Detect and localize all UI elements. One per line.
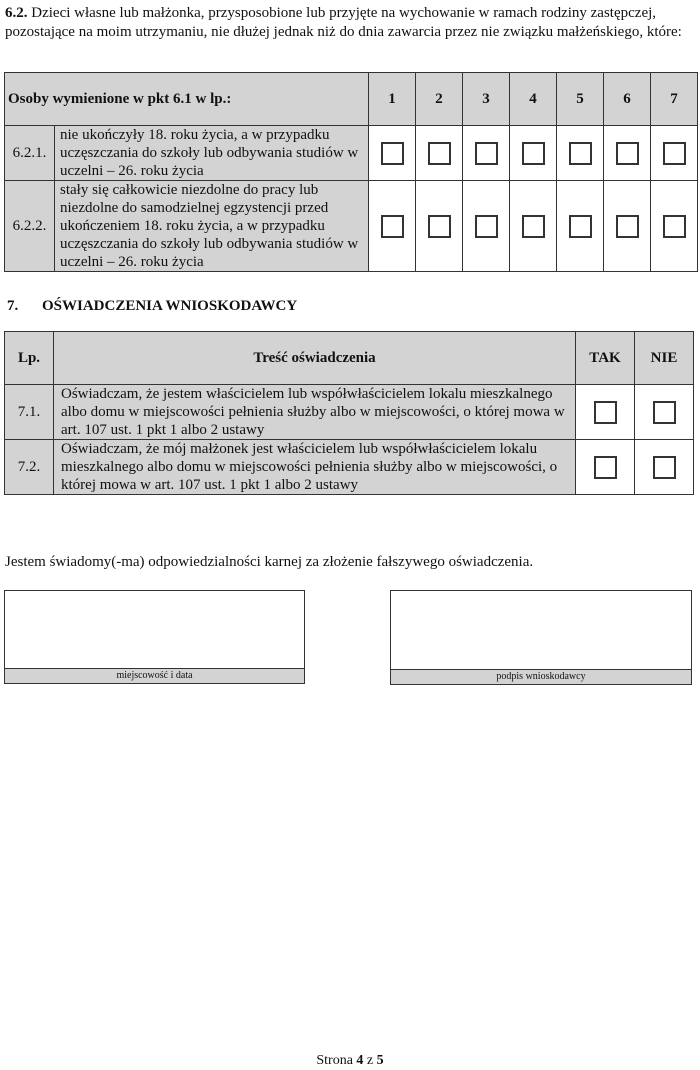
checkbox-6-2-1-person-7[interactable] xyxy=(663,142,686,165)
checkbox-7-1-nie[interactable] xyxy=(653,401,676,424)
declaration-text: Oświadczam, że jestem właścicielem lub współwłaścicielem lokalu mieszkalnego albo domu w miejscowości pełnienia służby albo w miejscowości, o której mowa w art. 107 ust. 1 pkt 1 albo 2 ustawy xyxy=(54,385,576,440)
children-table-header xyxy=(5,73,698,126)
checkbox-6-2-2-person-3[interactable] xyxy=(475,215,498,238)
signature-caption: podpis wnioskodawcy xyxy=(391,669,691,684)
place-date-field[interactable] xyxy=(5,591,304,669)
current-page: 4 xyxy=(356,1053,364,1068)
table-row xyxy=(5,181,698,272)
section-7-number: 7. xyxy=(7,298,19,314)
column-header-2: 2 xyxy=(416,73,463,126)
header-no: NIE xyxy=(635,332,694,385)
table-row xyxy=(5,126,698,181)
column-header-7: 7 xyxy=(651,73,698,126)
column-header-6: 6 xyxy=(604,73,651,126)
row-number: 7.1. xyxy=(5,385,54,440)
section-6-2-intro xyxy=(5,4,695,42)
checkbox-6-2-2-person-7[interactable] xyxy=(663,215,686,238)
checkbox-6-2-1-person-2[interactable] xyxy=(428,142,451,165)
declarations-table xyxy=(4,331,694,495)
place-date-box xyxy=(4,590,305,684)
checkbox-6-2-2-person-4[interactable] xyxy=(522,215,545,238)
section-7-title: OŚWIADCZENIA WNIOSKODAWCY xyxy=(42,298,298,314)
liability-statement: Jestem świadomy(-ma) odpowiedzialności karnej za złożenie fałszywego oświadczenia. xyxy=(5,554,534,570)
header-content: Treść oświadczenia xyxy=(54,332,576,385)
column-header-5: 5 xyxy=(557,73,604,126)
place-date-caption: miejscowość i data xyxy=(5,668,304,683)
checkbox-7-2-nie[interactable] xyxy=(653,456,676,479)
checkbox-6-2-2-person-1[interactable] xyxy=(381,215,404,238)
children-table xyxy=(4,72,698,272)
header-lp: Lp. xyxy=(5,332,54,385)
row-description: stały się całkowicie niezdolne do pracy lub niezdolne do samodzielnej egzystencji przed ukończeniem 18. roku życia, a w przypadku uczęszczania do szkoły lub odbywania studiów w uczelni – 26. roku życia xyxy=(55,181,369,272)
table-row xyxy=(5,440,694,495)
column-header-3: 3 xyxy=(463,73,510,126)
checkbox-6-2-1-person-6[interactable] xyxy=(616,142,639,165)
header-yes: TAK xyxy=(576,332,635,385)
row-number: 6.2.1. xyxy=(5,126,55,181)
section-6-2-number: 6.2. xyxy=(5,5,28,21)
total-pages: 5 xyxy=(376,1053,384,1068)
checkbox-6-2-2-person-2[interactable] xyxy=(428,215,451,238)
table-row xyxy=(5,385,694,440)
checkbox-7-2-tak[interactable] xyxy=(594,456,617,479)
checkbox-6-2-1-person-5[interactable] xyxy=(569,142,592,165)
checkbox-6-2-2-person-6[interactable] xyxy=(616,215,639,238)
row-number: 6.2.2. xyxy=(5,181,55,272)
page-label: Strona xyxy=(316,1053,357,1068)
section-6-2-text: Dzieci własne lub małżonka, przysposobione lub przyjęte na wychowanie w ramach rodziny zastępczej, pozostające na moim utrzymaniu, nie dłużej jednak niż do dnia zawarcia przez nie związku małżeńskiego, które: xyxy=(5,5,682,40)
page-separator: z xyxy=(363,1053,377,1068)
row-description: nie ukończyły 18. roku życia, a w przypadku uczęszczania do szkoły lub odbywania studiów w uczelni – 26. roku życia xyxy=(55,126,369,181)
checkbox-6-2-2-person-5[interactable] xyxy=(569,215,592,238)
signature-field[interactable] xyxy=(391,591,691,670)
column-header-4: 4 xyxy=(510,73,557,126)
section-7-heading xyxy=(7,298,297,315)
checkbox-6-2-1-person-3[interactable] xyxy=(475,142,498,165)
row-number: 7.2. xyxy=(5,440,54,495)
column-header-1: 1 xyxy=(369,73,416,126)
checkbox-6-2-1-person-4[interactable] xyxy=(522,142,545,165)
persons-header-label: Osoby wymienione w pkt 6.1 w lp.: xyxy=(5,73,369,126)
checkbox-6-2-1-person-1[interactable] xyxy=(381,142,404,165)
signature-box xyxy=(390,590,692,685)
checkbox-7-1-tak[interactable] xyxy=(594,401,617,424)
page-footer xyxy=(0,1053,700,1069)
declarations-table-header xyxy=(5,332,694,385)
declaration-text: Oświadczam, że mój małżonek jest właścicielem lub współwłaścicielem lokalu mieszkalnego albo domu w miejscowości pełnienia służby albo w miejscowości, o której mowa w art. 107 ust. 1 pkt 1 albo 2 ustawy xyxy=(54,440,576,495)
